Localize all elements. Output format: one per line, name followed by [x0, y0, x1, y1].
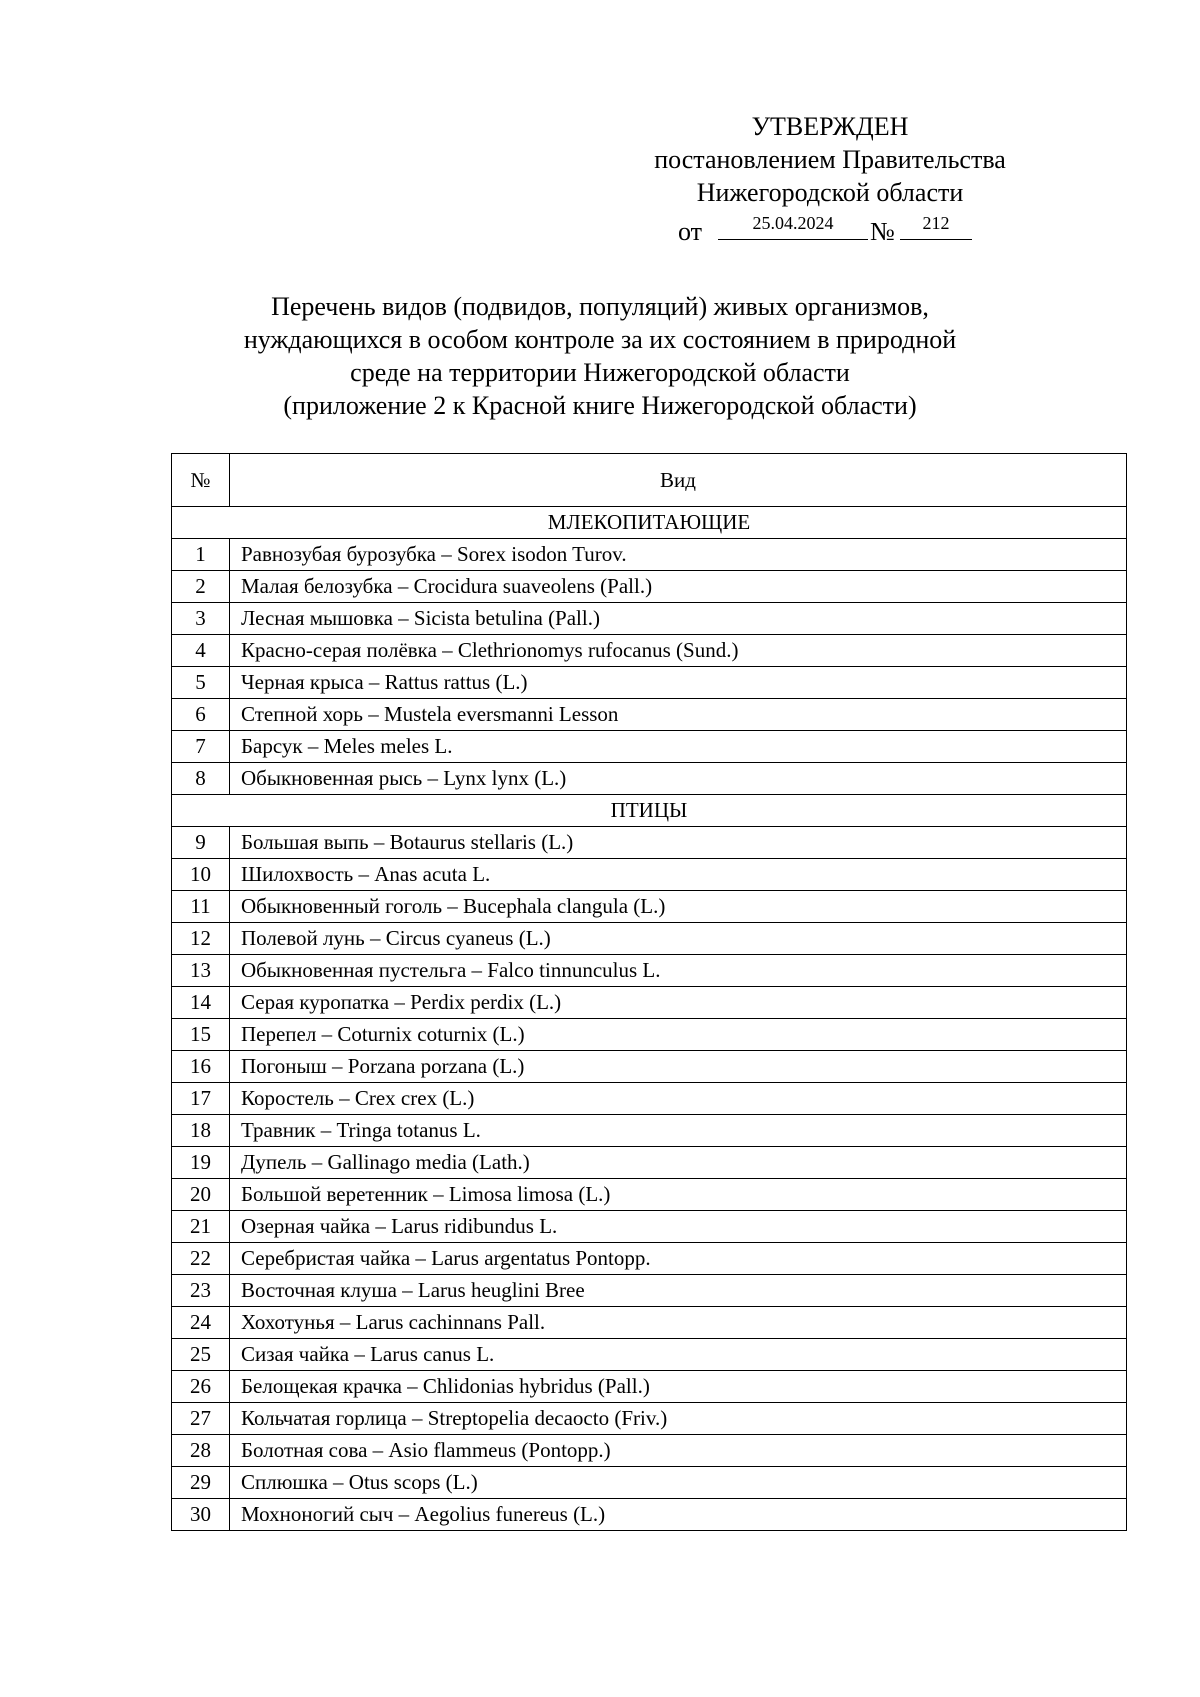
- table-row: [172, 827, 1127, 859]
- species-name: Коростель – Crex crex (L.): [230, 1083, 1127, 1115]
- row-number: 23: [172, 1275, 230, 1307]
- species-name: Обыкновенная пустельга – Falco tinnunculus L.: [230, 955, 1127, 987]
- from-label: от: [678, 217, 703, 246]
- table-row: [172, 603, 1127, 635]
- table-row: [172, 1275, 1127, 1307]
- row-number: 8: [172, 763, 230, 795]
- species-name: Обыкновенный гоголь – Bucephala clangula (L.): [230, 891, 1127, 923]
- table-row: [172, 1435, 1127, 1467]
- table-row: [172, 1339, 1127, 1371]
- document-title-line-4: (приложение 2 к Красной книге Нижегородской области): [283, 391, 917, 420]
- species-name: Серая куропатка – Perdix perdix (L.): [230, 987, 1127, 1019]
- row-number: 21: [172, 1211, 230, 1243]
- row-number: 16: [172, 1051, 230, 1083]
- row-number: 24: [172, 1307, 230, 1339]
- species-name: Большая выпь – Botaurus stellaris (L.): [230, 827, 1127, 859]
- table-row: [172, 1467, 1127, 1499]
- section-row: [172, 507, 1127, 539]
- row-number: 6: [172, 699, 230, 731]
- approval-date: 25.04.2024: [718, 209, 868, 240]
- approval-title: УТВЕРЖДЕН: [751, 112, 909, 141]
- table-row: [172, 859, 1127, 891]
- document-title-line-1: Перечень видов (подвидов, популяций) живых организмов,: [271, 292, 929, 321]
- table-row: [172, 1051, 1127, 1083]
- table-row: [172, 1083, 1127, 1115]
- row-number: 25: [172, 1339, 230, 1371]
- row-number: 1: [172, 539, 230, 571]
- table-row: [172, 891, 1127, 923]
- species-name: Белощекая крачка – Chlidonias hybridus (Pall.): [230, 1371, 1127, 1403]
- species-name: Черная крыса – Rattus rattus (L.): [230, 667, 1127, 699]
- section-title: МЛЕКОПИТАЮЩИЕ: [172, 507, 1127, 539]
- species-name: Красно-серая полёвка – Clethrionomys rufocanus (Sund.): [230, 635, 1127, 667]
- approval-date-line: [600, 209, 1060, 246]
- species-name: Степной хорь – Mustela eversmanni Lesson: [230, 699, 1127, 731]
- approval-number: 212: [900, 209, 972, 240]
- species-name: Сизая чайка – Larus canus L.: [230, 1339, 1127, 1371]
- table-row: [172, 923, 1127, 955]
- species-table: [171, 453, 1127, 1531]
- document-title-line-3: среде на территории Нижегородской области: [350, 358, 850, 387]
- table-row: [172, 667, 1127, 699]
- document-title-line-2: нуждающихся в особом контроле за их состоянием в природной: [243, 325, 957, 354]
- species-name: Барсук – Meles meles L.: [230, 731, 1127, 763]
- table-header-row: [172, 454, 1127, 507]
- table-row: [172, 763, 1127, 795]
- table-row: [172, 1243, 1127, 1275]
- species-name: Болотная сова – Asio flammeus (Pontopp.): [230, 1435, 1127, 1467]
- species-name: Восточная клуша – Larus heuglini Bree: [230, 1275, 1127, 1307]
- table-row: [172, 539, 1127, 571]
- section-row: [172, 795, 1127, 827]
- species-name: Кольчатая горлица – Streptopelia decaocto (Friv.): [230, 1403, 1127, 1435]
- row-number: 14: [172, 987, 230, 1019]
- row-number: 19: [172, 1147, 230, 1179]
- row-number: 17: [172, 1083, 230, 1115]
- table-body: [172, 507, 1127, 1531]
- row-number: 30: [172, 1499, 230, 1531]
- species-name: Серебристая чайка – Larus argentatus Pontopp.: [230, 1243, 1127, 1275]
- row-number: 26: [172, 1371, 230, 1403]
- table-row: [172, 1179, 1127, 1211]
- species-name: Большой веретенник – Limosa limosa (L.): [230, 1179, 1127, 1211]
- row-number: 3: [172, 603, 230, 635]
- row-number: 9: [172, 827, 230, 859]
- species-name: Обыкновенная рысь – Lynx lynx (L.): [230, 763, 1127, 795]
- row-number: 15: [172, 1019, 230, 1051]
- row-number: 7: [172, 731, 230, 763]
- table-row: [172, 635, 1127, 667]
- row-number: 22: [172, 1243, 230, 1275]
- document-title: [140, 290, 1060, 422]
- row-number: 2: [172, 571, 230, 603]
- table-row: [172, 1147, 1127, 1179]
- row-number: 12: [172, 923, 230, 955]
- section-title: ПТИЦЫ: [172, 795, 1127, 827]
- species-name: Дупель – Gallinago media (Lath.): [230, 1147, 1127, 1179]
- species-name: Равнозубая бурозубка – Sorex isodon Turov.: [230, 539, 1127, 571]
- species-name: Хохотунья – Larus cachinnans Pall.: [230, 1307, 1127, 1339]
- row-number: 29: [172, 1467, 230, 1499]
- table-row: [172, 571, 1127, 603]
- approval-block: [600, 110, 1060, 246]
- approval-line-1: постановлением Правительства: [654, 145, 1006, 174]
- species-name: Мохноногий сыч – Aegolius funereus (L.): [230, 1499, 1127, 1531]
- row-number: 28: [172, 1435, 230, 1467]
- table-row: [172, 987, 1127, 1019]
- row-number: 13: [172, 955, 230, 987]
- species-name: Шилохвость – Anas acuta L.: [230, 859, 1127, 891]
- number-label: №: [870, 217, 895, 246]
- table-row: [172, 1307, 1127, 1339]
- table-row: [172, 699, 1127, 731]
- row-number: 11: [172, 891, 230, 923]
- table-row: [172, 1403, 1127, 1435]
- table-row: [172, 1115, 1127, 1147]
- species-name: Полевой лунь – Circus cyaneus (L.): [230, 923, 1127, 955]
- row-number: 20: [172, 1179, 230, 1211]
- species-name: Перепел – Coturnix coturnix (L.): [230, 1019, 1127, 1051]
- species-name: Озерная чайка – Larus ridibundus L.: [230, 1211, 1127, 1243]
- species-name: Погоныш – Porzana porzana (L.): [230, 1051, 1127, 1083]
- row-number: 4: [172, 635, 230, 667]
- header-species: Вид: [230, 454, 1127, 507]
- table-row: [172, 955, 1127, 987]
- row-number: 18: [172, 1115, 230, 1147]
- table-row: [172, 1499, 1127, 1531]
- species-name: Травник – Tringa totanus L.: [230, 1115, 1127, 1147]
- table-row: [172, 1019, 1127, 1051]
- row-number: 5: [172, 667, 230, 699]
- species-name: Малая белозубка – Crocidura suaveolens (Pall.): [230, 571, 1127, 603]
- row-number: 10: [172, 859, 230, 891]
- row-number: 27: [172, 1403, 230, 1435]
- header-num: №: [172, 454, 230, 507]
- table-row: [172, 1211, 1127, 1243]
- table-row: [172, 1371, 1127, 1403]
- table-row: [172, 731, 1127, 763]
- species-name: Лесная мышовка – Sicista betulina (Pall.): [230, 603, 1127, 635]
- species-name: Сплюшка – Otus scops (L.): [230, 1467, 1127, 1499]
- approval-line-2: Нижегородской области: [696, 178, 964, 207]
